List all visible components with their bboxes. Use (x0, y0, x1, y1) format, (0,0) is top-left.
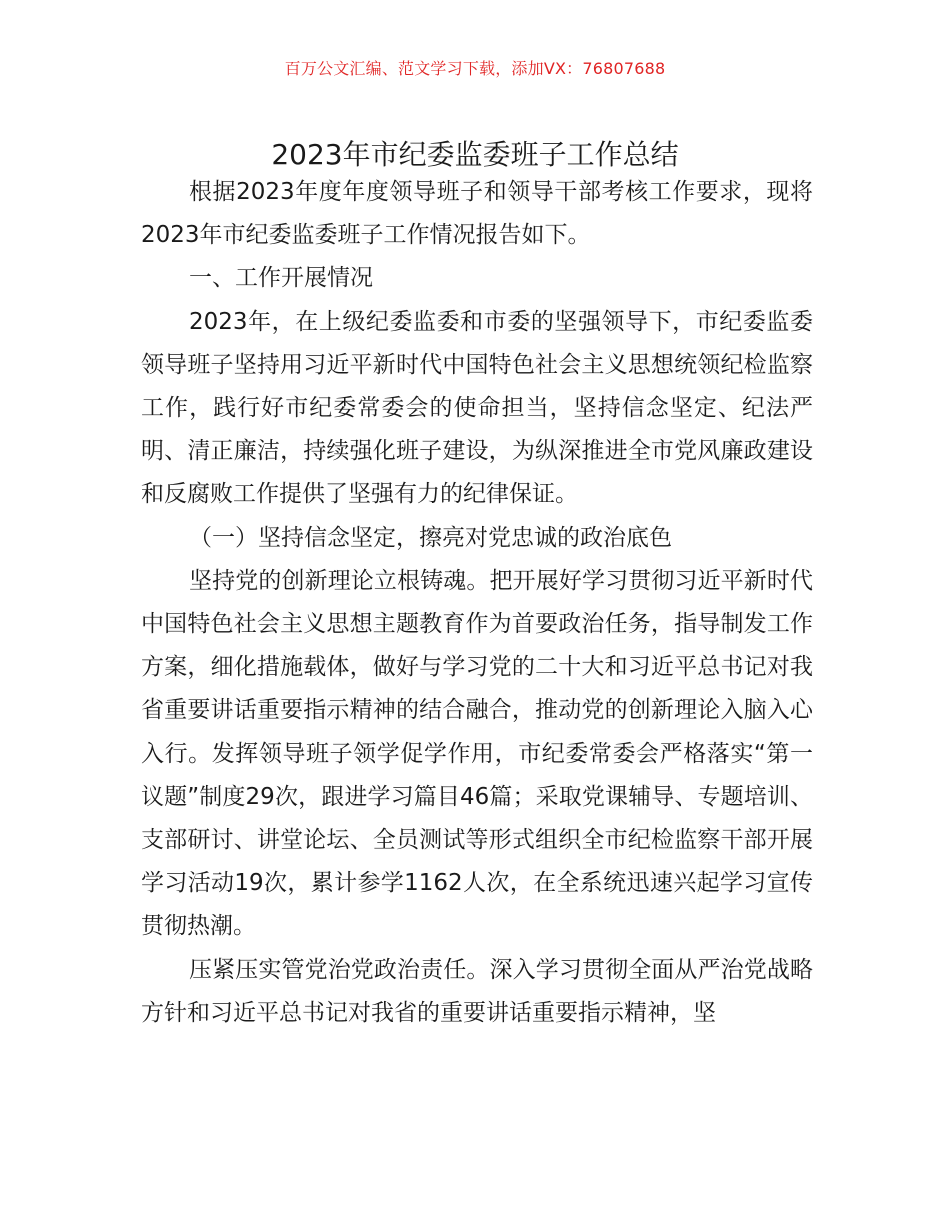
intro-paragraph: 根据2023年度年度领导班子和领导干部考核工作要求，现将2023年市纪委监委班子工作情况报告如下。 (141, 179, 813, 249)
theory-study-paragraph: 坚持党的创新理论立根铸魂。把开展好学习贯彻习近平新时代中国特色社会主义思想主题教育作为首要政治任务，指导制发工作方案，细化措施载体，做好与学习党的二十大和习近平总书记对我省重要讲话重要指示精神的结合融合，推动党的创新理论入脑入心入行。发挥领导班子领学促学作用，市纪委常委会严格落实“第一议题”制度29次，跟进学习篇目46篇；采取党课辅导、专题培训、支部研讨、讲堂论坛、全员测试等形式组织全市纪检监察干部开展学习活动19次，累计参学1162人次，在全系统迅速兴起学习宣传贯彻热潮。 (141, 567, 813, 940)
responsibility-paragraph: 压紧压实管党治党政治责任。深入学习贯彻全面从严治党战略方针和习近平总书记对我省的重要讲话重要指示精神，坚 (141, 956, 813, 1026)
subsection-heading-1: （一）坚持信念坚定，擦亮对党忠诚的政治底色 (189, 524, 672, 551)
document-title: 2023年市纪委监委班子工作总结 (271, 137, 679, 171)
header-promo-note: 百万公文汇编、范文学习下载，添加VX：76807688 (284, 59, 666, 78)
section-heading-1: 一、工作开展情况 (189, 265, 373, 292)
overview-paragraph: 2023年，在上级纪委监委和市委的坚强领导下，市纪委监委领导班子坚持用习近平新时代中国特色社会主义思想统领纪检监察工作，践行好市纪委常委会的使命担当，坚持信念坚定、纪法严明、清正廉洁，持续强化班子建设，为纵深推进全市党风廉政建设和反腐败工作提供了坚强有力的纪律保证。 (141, 308, 813, 508)
document-body (141, 171, 813, 1035)
